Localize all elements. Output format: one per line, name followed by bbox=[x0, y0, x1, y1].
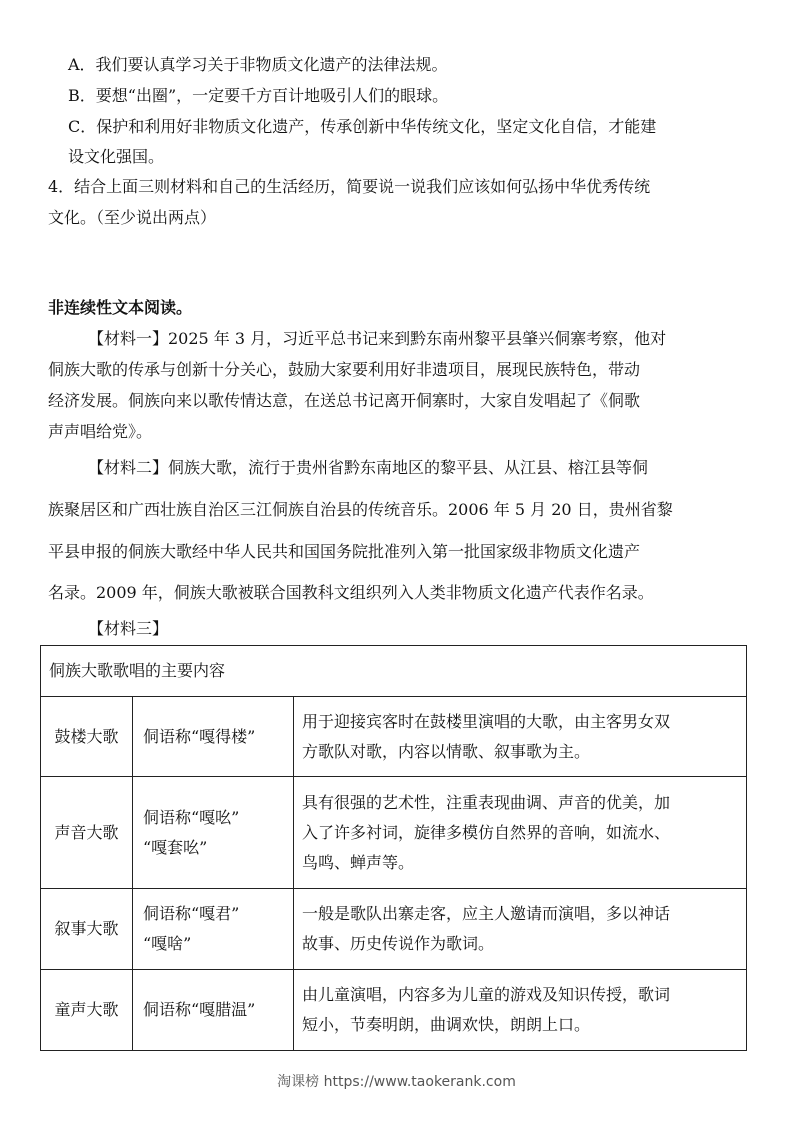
option-b: B．要想“出圈”，一定要千方百计地吸引人们的眼球。 bbox=[68, 86, 449, 105]
material-1-line-1: 【材料一】2025 年 3 月，习近平总书记来到黔东南州黎平县肇兴侗寨考察，他对 bbox=[88, 329, 667, 348]
question-4-line-1: 4．结合上面三则材料和自己的生活经历，简要说一说我们应该如何弘扬中华优秀传统 bbox=[48, 177, 651, 196]
song-type-description bbox=[294, 697, 747, 777]
option-c-continued: 设文化强国。 bbox=[68, 147, 165, 166]
song-type-alias bbox=[133, 970, 294, 1051]
footer-watermark: 淘课榜 https://www.taokerank.com bbox=[277, 1074, 516, 1090]
material-2-line-4: 名录。2009 年，侗族大歌被联合国教科文组织列入人类非物质文化遗产代表作名录。 bbox=[48, 583, 654, 602]
description-line: 鸟鸣、蝉声等。 bbox=[302, 852, 415, 872]
song-type-description bbox=[294, 777, 747, 889]
description-line: 短小，节奏明朗，曲调欢快，朗朗上口。 bbox=[302, 1015, 591, 1034]
table-row bbox=[41, 697, 747, 777]
option-c: C．保护和利用好非物质文化遗产，传承创新中华传统文化，坚定文化自信，才能建 bbox=[68, 117, 657, 136]
table-row bbox=[41, 970, 747, 1051]
table-title: 侗族大歌歌唱的主要内容 bbox=[41, 646, 747, 697]
material-2-line-3: 平县申报的侗族大歌经中华人民共和国国务院批准列入第一批国家级非物质文化遗产 bbox=[48, 542, 641, 561]
description-line: 方歌队对歌，内容以情歌、叙事歌为主。 bbox=[302, 741, 591, 761]
material-1-line-2: 侗族大歌的传承与创新十分关心，鼓励大家要利用好非遗项目，展现民族特色，带动 bbox=[48, 360, 641, 379]
description-line: 一般是歌队出寨走客，应主人邀请而演唱，多以神话 bbox=[302, 904, 671, 923]
section-title: 非连续性文本阅读。 bbox=[48, 298, 193, 317]
alias-line: 侗语称“嘎得楼” bbox=[143, 726, 256, 746]
song-type-alias bbox=[133, 889, 294, 970]
description-line: 故事、历史传说作为歌词。 bbox=[302, 934, 495, 953]
song-type-description bbox=[294, 970, 747, 1051]
question-4-line-2: 文化。（至少说出两点） bbox=[48, 208, 217, 227]
description-line: 具有很强的艺术性，注重表现曲调、声音的优美，加 bbox=[302, 792, 671, 812]
alias-line: 侗语称“嘎君” bbox=[143, 904, 240, 923]
alias-line: “嘎套吆” bbox=[143, 837, 208, 857]
description-line: 用于迎接宾客时在鼓楼里演唱的大歌，由主客男女双 bbox=[302, 711, 671, 731]
material-2-line-2: 族聚居区和广西壮族自治区三江侗族自治县的传统音乐。2006 年 5 月 20 日，贵州省黎 bbox=[48, 500, 673, 519]
song-type-name: 童声大歌 bbox=[41, 970, 133, 1051]
song-type-alias bbox=[133, 777, 294, 889]
song-type-name: 鼓楼大歌 bbox=[41, 697, 133, 777]
material-2-line-1: 【材料二】侗族大歌，流行于贵州省黔东南地区的黎平县、从江县、榕江县等侗 bbox=[88, 458, 649, 477]
option-a: A．我们要认真学习关于非物质文化遗产的法律法规。 bbox=[68, 55, 448, 74]
song-type-name: 叙事大歌 bbox=[41, 889, 133, 970]
song-type-alias bbox=[133, 697, 294, 777]
material-1-line-4: 声声唱给党》。 bbox=[48, 422, 153, 441]
table-row bbox=[41, 777, 747, 889]
material-3-table bbox=[40, 645, 747, 1051]
description-line: 入了许多衬词，旋律多模仿自然界的音响，如流水、 bbox=[302, 822, 671, 842]
alias-line: “嘎啥” bbox=[143, 934, 192, 953]
alias-line: 侗语称“嘎吆” bbox=[143, 807, 240, 827]
song-type-description bbox=[294, 889, 747, 970]
description-line: 由儿童演唱，内容多为儿童的游戏及知识传授，歌词 bbox=[302, 985, 671, 1004]
song-type-name: 声音大歌 bbox=[41, 777, 133, 889]
material-3-label: 【材料三】 bbox=[88, 619, 169, 638]
material-1-line-3: 经济发展。侗族向来以歌传情达意，在送总书记离开侗寨时，大家自发唱起了《侗歌 bbox=[48, 391, 641, 410]
table-row bbox=[41, 889, 747, 970]
alias-line: 侗语称“嘎腊温” bbox=[143, 1000, 256, 1019]
